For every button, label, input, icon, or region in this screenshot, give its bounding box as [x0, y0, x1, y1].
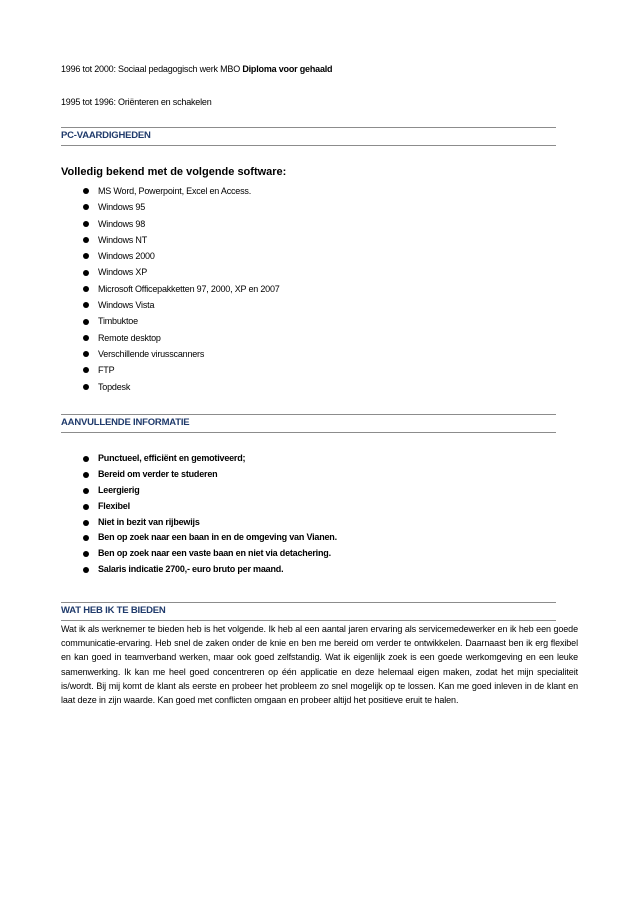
bullet-icon — [83, 270, 89, 276]
bullet-icon — [83, 204, 89, 210]
list-item: Remote desktop — [61, 330, 280, 346]
list-item: Windows NT — [61, 232, 280, 248]
bullet-icon — [83, 221, 89, 227]
section-title: WAT HEB IK TE BIEDEN — [61, 605, 166, 616]
bullet-icon — [83, 520, 89, 526]
education-line-1 — [61, 64, 332, 74]
education-text: 1996 tot 2000: Sociaal pedagogisch werk MBO — [61, 64, 243, 74]
list-item: Flexibel — [61, 499, 337, 515]
section-title: PC-VAARDIGHEDEN — [61, 130, 151, 141]
list-item: Microsoft Officepakketten 97, 2000, XP en 2007 — [61, 281, 280, 297]
list-item: Topdesk — [61, 379, 280, 395]
list-item: Ben op zoek naar een vaste baan en niet via detachering. — [61, 546, 337, 562]
bullet-icon — [83, 335, 89, 341]
list-item: Windows 98 — [61, 216, 280, 232]
section-title: AANVULLENDE INFORMATIE — [61, 417, 190, 428]
bullet-icon — [83, 319, 89, 325]
bullet-icon — [83, 384, 89, 390]
bullet-icon — [83, 188, 89, 194]
list-item: Windows 95 — [61, 199, 280, 215]
list-item: Timbuktoe — [61, 313, 280, 329]
bullet-icon — [83, 253, 89, 259]
bullet-icon — [83, 488, 89, 494]
list-item: Bereid om verder te studeren — [61, 467, 337, 483]
offer-paragraph: Wat ik als werknemer te bieden heb is het volgende. Ik heb al een aantal jaren ervaring als servicemedewerker en ik heb een goede communicatie-ervaring. Heb snel de zaken onder de knie en ben me bereid om verder te ontwikkelen. Daarnaast ben ik erg flexibel en kan goed in teamverband werken, maar ook goed zelfstandig. Wat ik eigenlijk zoek is een goede werkomgeving en een leuke samenwerking. Ik kan me heel goed concentreren op één applicatie en deze helemaal eigen maken, zodat het mijn specialiteit is/wordt. Bij mij komt de klant als eerste en probeer het probleem zo snel mogelijk op te lossen. Kan me goed inleven in de klant en laat deze in zijn waarde. Kan goed met conflicten omgaan en probeer altijd het positieve eruit te halen. — [61, 624, 578, 706]
software-subheading: Volledig bekend met de volgende software: — [61, 166, 287, 178]
list-item: Windows 2000 — [61, 248, 280, 264]
bullet-icon — [83, 567, 89, 573]
list-item: Verschillende virusscanners — [61, 346, 280, 362]
list-item: Salaris indicatie 2700,- euro bruto per maand. — [61, 562, 337, 578]
bullet-icon — [83, 504, 89, 510]
bullet-icon — [83, 456, 89, 462]
list-item: MS Word, Powerpoint, Excel en Access. — [61, 183, 280, 199]
section-header-pc-skills — [61, 127, 556, 146]
bullet-icon — [83, 286, 89, 292]
software-list — [61, 183, 280, 395]
bullet-icon — [83, 367, 89, 373]
additional-info-list — [61, 451, 337, 578]
section-header-additional-info — [61, 414, 556, 433]
bullet-icon — [83, 535, 89, 541]
list-item: FTP — [61, 362, 280, 378]
list-item: Windows Vista — [61, 297, 280, 313]
list-item: Punctueel, efficiënt en gemotiveerd; — [61, 451, 337, 467]
list-item: Windows XP — [61, 264, 280, 280]
bullet-icon — [83, 472, 89, 478]
bullet-icon — [83, 351, 89, 357]
bullet-icon — [83, 302, 89, 308]
list-item: Niet in bezit van rijbewijs — [61, 515, 337, 531]
section-header-offer — [61, 602, 556, 621]
education-text: 1995 tot 1996: Oriënteren en schakelen — [61, 97, 212, 107]
list-item: Leergierig — [61, 483, 337, 499]
education-diploma-note: Diploma voor gehaald — [242, 64, 333, 74]
bullet-icon — [83, 237, 89, 243]
list-item: Ben op zoek naar een baan in en de omgeving van Vianen. — [61, 530, 337, 546]
education-line-2 — [61, 97, 212, 107]
bullet-icon — [83, 551, 89, 557]
